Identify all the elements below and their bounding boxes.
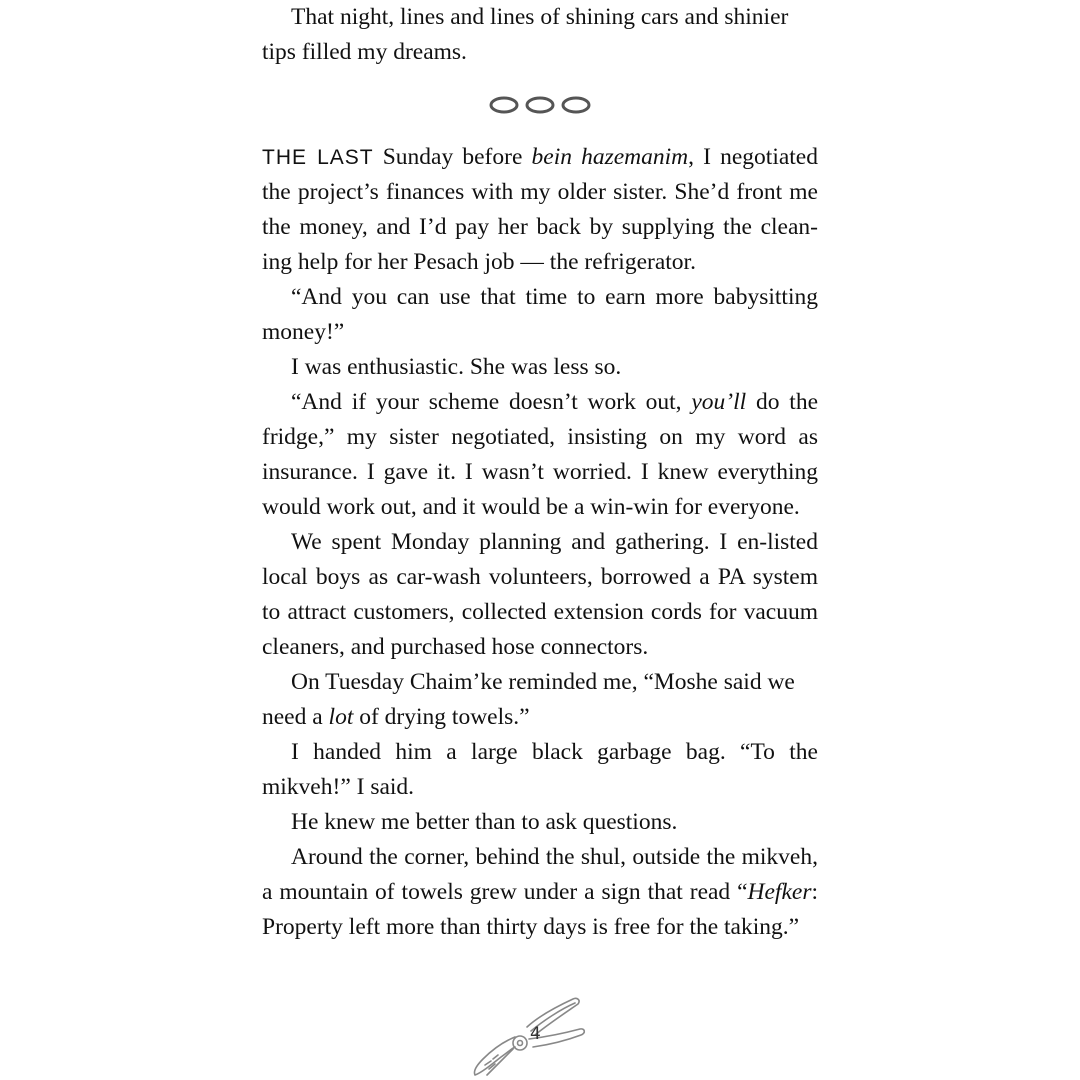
paragraph-4-text-a: “And if your scheme doesn’t work out, [291, 389, 692, 415]
section-break-ornament [262, 70, 818, 140]
paragraph-10-italic: Hefker [747, 879, 812, 905]
paragraph-4-italic: you’ll [691, 389, 747, 415]
paragraph-8: I handed him a large black garbage bag. “To the mikveh!” I said. [262, 739, 818, 800]
paragraph-10-text-b: : Property left more than thirty days is free for the taking.” [262, 879, 818, 940]
paragraph-1-text-b: , I negotiated the project’s finances with my older sister. She’d front me the money, and I’d pay her back by supplying the clean-ing help for her Pesach job — the refrigerator. [262, 144, 818, 275]
paragraph-3: I was enthusiastic. She was less so. [291, 354, 622, 380]
paragraph-1-text-a: Sunday before [373, 144, 532, 170]
paragraph-4 [262, 385, 818, 525]
page-number: 4 [530, 1024, 541, 1044]
paragraph-7-text-b: of drying towels.” [353, 704, 530, 730]
body-text [262, 0, 818, 945]
paragraph-6-cont [262, 700, 818, 735]
paragraph-2: “And you can use that time to earn more babysitting money!” [262, 284, 818, 345]
paragraph-1 [262, 140, 818, 280]
paragraph-4-text-b: do the fridge,” my sister negotiated, insisting on my word as insurance. I gave it. I wasn’t worried. I knew everything would work out, and it would be a win-win for everyone. [262, 389, 818, 520]
paragraph-5: We spent Monday planning and gathering. I en-listed local boys as car-wash volunteers, borrowed a PA system to attract customers, collected extension cords for vacuum cleaners, and purchased hose connectors. [262, 529, 818, 660]
paragraph-6: On Tuesday Chaim’ke reminded me, “Moshe said we [291, 669, 795, 695]
paragraph-9: He knew me better than to ask questions. [291, 809, 678, 835]
paragraph-10 [262, 840, 818, 945]
three-rings-icon [488, 94, 592, 116]
opening-line-2: tips filled my dreams. [262, 39, 467, 65]
paragraph-7-text-a: need a [262, 704, 329, 730]
paragraph-7-italic: lot [328, 704, 354, 730]
paragraph-10-text-a: Around the corner, behind the shul, outside the mikveh, a mountain of towels grew under a sign that read “ [262, 844, 818, 905]
paragraph-1-italic: bein hazemanim [531, 144, 689, 170]
lead-in-smallcaps: THE LAST [262, 146, 374, 169]
opening-line-1: That night, lines and lines of shining cars and shinier [291, 4, 789, 30]
